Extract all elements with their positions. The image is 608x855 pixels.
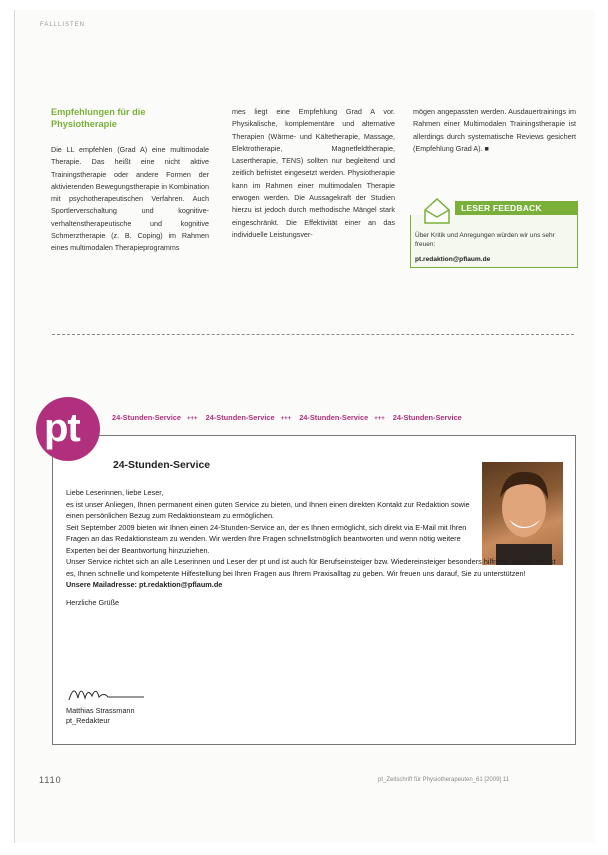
letter-paragraph-1: es ist unser Anliegen, Ihnen permanent einen guten Service zu bieten, und Ihnen einen direkten Kontakt zur Redaktion sowie einen persönlichen Bezug zum Redaktionsteam zu ermöglichen. xyxy=(66,499,470,520)
article-column-2: mes liegt eine Empfehlung Grad A vor. Physikalische, komplementäre und alternative Therapien (Wärme- und Kältetherapie, Massage, Elektrotherapie, Magnetfeldtherapie, Lasertherapie, TENS) sollten nur begleitend und zeitlich befristet eingesetzt werden. Physiotherapie kann im Rahmen einer multimodalen Therapie erwogen werden. Die Aussagekraft der Studien hierzu ist jedoch durch methodische Mängel stark eingeschränkt. Die Effektivität einer an das individuelle Leistungsver- xyxy=(232,107,395,239)
pt-logo-text: pt xyxy=(44,406,80,450)
page-number: 1110 xyxy=(39,775,62,785)
running-head: FALLLISTEN xyxy=(40,22,86,28)
card-title: 24-Stunden-Service xyxy=(113,460,211,471)
feedback-text: Über Kritik und Anregungen würden wir uns sehr freuen: xyxy=(415,232,555,248)
signature-block xyxy=(66,706,135,726)
editor-role: pt_Redakteur xyxy=(66,716,110,725)
letter-salutation: Liebe Leserinnen, liebe Leser, xyxy=(66,488,164,497)
service-strip-item: 24-Stunden-Service xyxy=(112,413,182,422)
handwritten-signature xyxy=(66,678,156,706)
feedback-title: LESER FEEDBACK xyxy=(461,203,542,213)
letter-email-line: Unsere Mailadresse: pt.redaktion@pflaum.de xyxy=(66,580,223,589)
editor-name: Matthias Strassmann xyxy=(66,706,135,715)
letter-paragraph-2: Seit September 2009 bieten wir Ihnen einen 24-Stunden-Service an, der es Ihnen ermöglicht, sich direkt via E-Mail mit Ihren Fragen an das Redaktionsteam zu wenden. Wir werden Ihre Fragen schnellstmöglich beantworten und wenn nötig weitere Experten bei der Beantwortung hinzuziehen. xyxy=(66,522,467,555)
service-strip-separator: +++ xyxy=(280,416,292,422)
article-column-1-text: Die LL empfehlen (Grad A) eine multimodale Therapie. Das heißt eine nicht aktive Trainingstherapie oder andere Formen der aktivierenden Bewegungstherapie in Kombination mit psychotherapeutischen Verfahren. Auch Sportlerverschaltung und kognitive-verhaltenstherapeutische und kognitive Schmerztherapie (z. B. Coping) im Rahmen eines multimodalen Therapieprogramms xyxy=(51,145,209,253)
service-strip-separator: +++ xyxy=(187,416,198,422)
service-strip-item: 24-Stunden-Service xyxy=(205,413,275,422)
service-strip-item: 24-Stunden-Service xyxy=(392,413,462,422)
reader-feedback-box xyxy=(410,198,578,274)
letter-closing: Herzliche Grüße xyxy=(66,597,120,607)
service-strip xyxy=(112,413,468,422)
envelope-icon xyxy=(422,196,452,226)
letter-body xyxy=(66,487,563,608)
article-column-1 xyxy=(51,108,209,255)
section-divider xyxy=(52,334,574,335)
article-heading: Empfehlungen für die Physiotherapie xyxy=(51,107,146,129)
journal-footer: pt_Zeitschrift für Physiotherapeuten_61 [2009] 11 xyxy=(378,777,509,783)
article-column-3: mögen angepassten werden. Ausdauertrainings im Rahmen einer Multimodalen Trainingstherapie ist allerdings durch systematische Reviews gesichert (Empfehlung Grad A). ■ xyxy=(413,107,576,153)
service-strip-separator: +++ xyxy=(374,416,385,422)
service-strip-item: 24-Stunden-Service xyxy=(299,413,369,422)
letter-paragraph-3: Unser Service richtet sich an alle Leserinnen und Leser der pt und ist auch für Berufseinsteiger bzw. Wiedereinsteiger besonders hilfreich. Unser Ziel ist es, Ihnen schnelle und kompetente Hilfestellung bei Ihren Fragen aus Ihrem Praxisalltag zu geben. Wir freuen uns darauf, Sie zu unterstützen! xyxy=(66,557,556,578)
feedback-email[interactable]: pt.redaktion@pflaum.de xyxy=(415,256,491,263)
